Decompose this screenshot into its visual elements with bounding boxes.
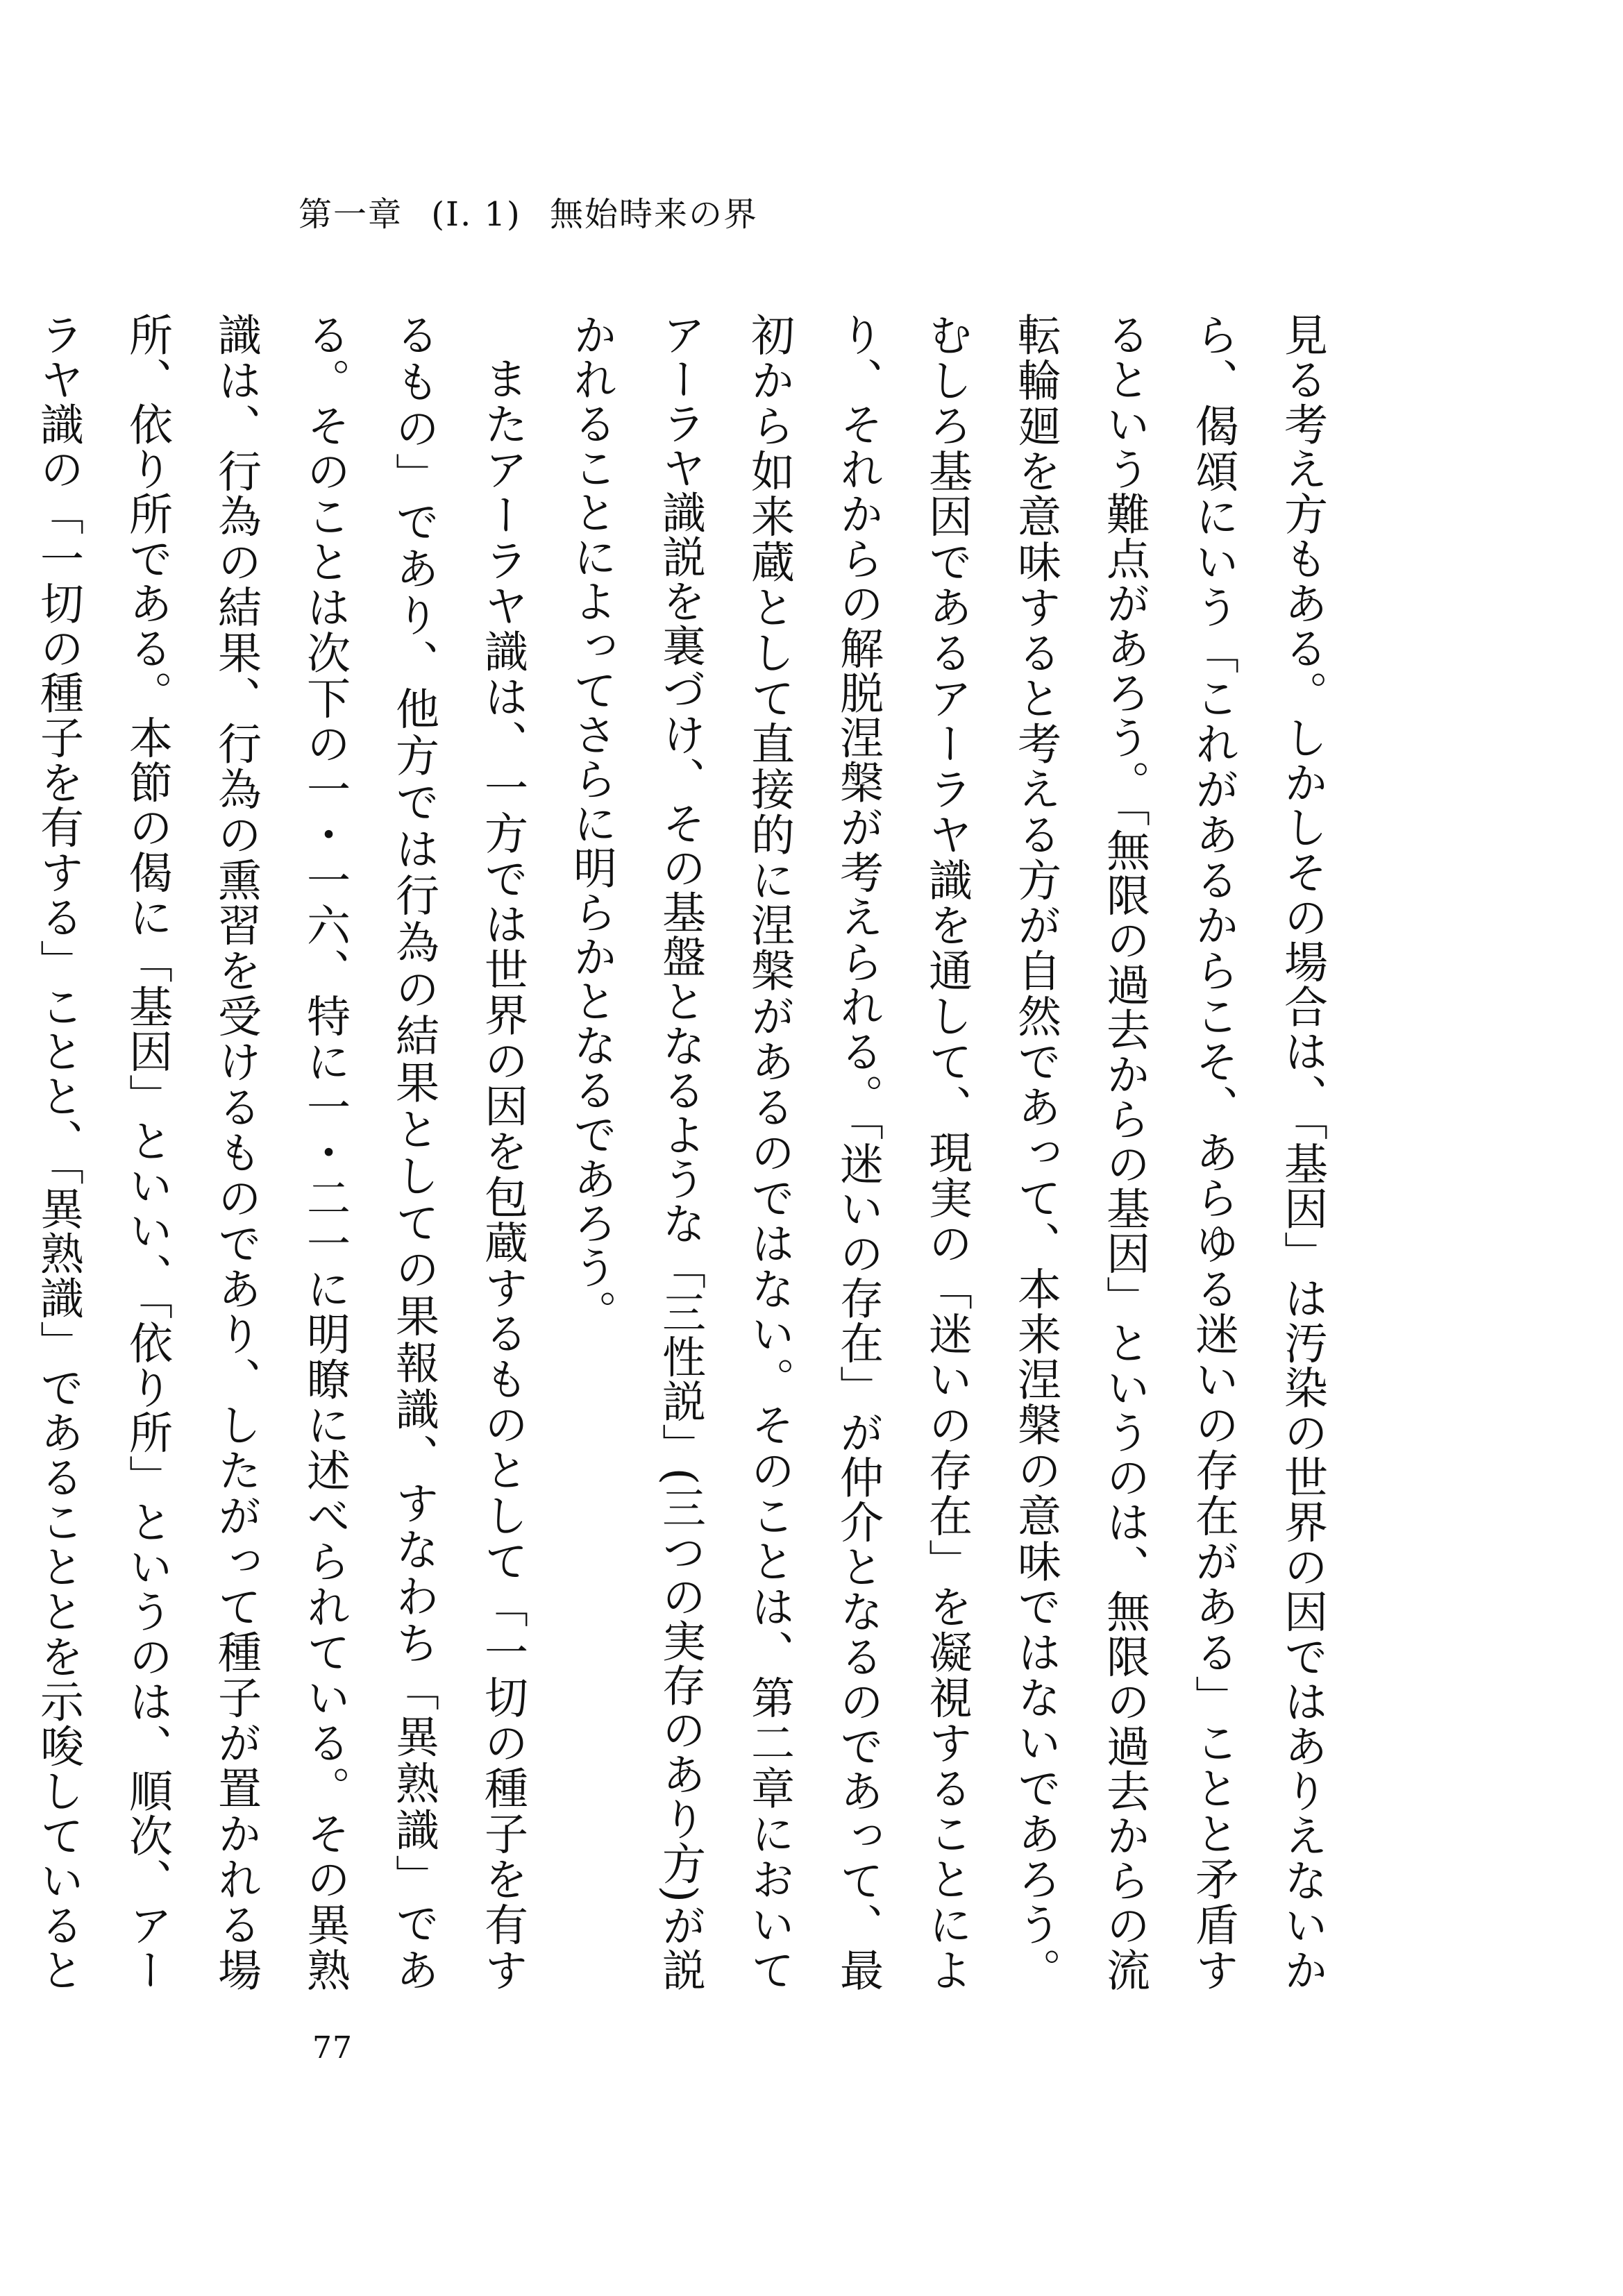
vertical-body-text xyxy=(33,312,1347,1993)
chapter-label: 第一章 xyxy=(298,195,403,234)
running-header xyxy=(298,187,775,235)
page-number: 77 xyxy=(312,2030,353,2066)
paragraph: またアーラヤ識は、一方では世界の因を包蔵するものとして「一切の種子を有するもの」であり、他方では行為の結果としての果報識、すなわち「異熟識」である。そのことは次下の一・一六、特に一・二一に明瞭に述べられている。その異熟識は、行為の結果、行為の熏習を受けるものであり、したがって種子が置かれる場所、依り所である。本節の偈に「基因」といい、「依り所」というのは、順次、アーラヤ識の「一切の種子を有する」ことと、「異熟識」であることとを示唆していると xyxy=(33,312,528,1993)
section-title: 無始時来の界 xyxy=(550,195,759,234)
section-number: (I. 1) xyxy=(431,195,521,234)
paragraph: 見る考え方もある。しかしその場合は、「基因」は汚染の世界の因ではありえないから、偈頌にいう「これがあるからこそ、あらゆる迷いの存在がある」ことと矛盾するという難点があろう。「無限の過去からの基因」というのは、無限の過去からの流転輪廻を意味すると考える方が自然であって、本来涅槃の意味ではないであろう。むしろ基因であるアーラヤ識を通して、現実の「迷いの存在」を凝視することにより、それからの解脱涅槃が考えられる。「迷いの存在」が仲介となるのであって、最初から如来蔵として直接的に涅槃があるのではない。そのことは、第二章においてアーラヤ識説を裏づけ、その基盤となるような「三性説」(三つの実存のあり方)が説かれることによってさらに明らかとなるであろう。 xyxy=(566,312,1328,1993)
